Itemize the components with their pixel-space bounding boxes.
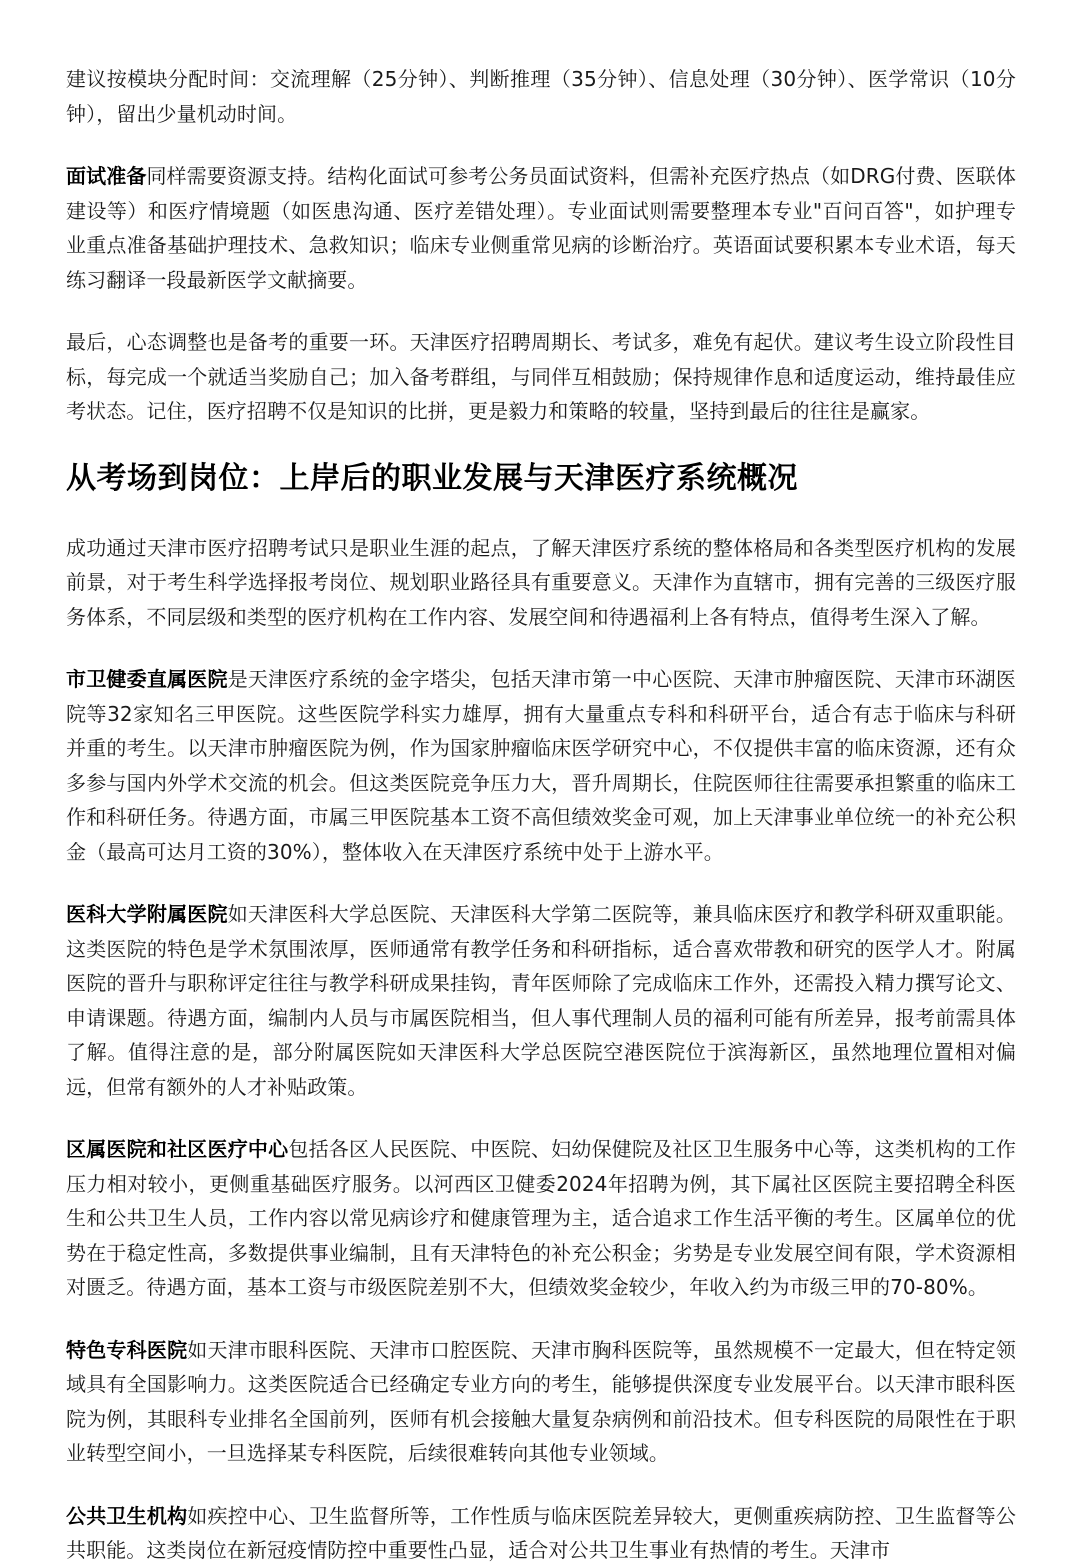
section-heading: 从考场到岗位：上岸后的职业发展与天津医疗系统概况 — [66, 460, 798, 496]
paragraph-mindset: 最后，心态调整也是备考的重要一环。天津医疗招聘周期长、考试多，难免有起伏。建议考生设立阶段性目标，每完成一个就适当奖励自己；加入备考群组，与同伴互相鼓励；保持规律作息和适度运动，维持最佳应考状态。记住，医疗招聘不仅是知识的比拼，更是毅力和策略的较量，坚持到最后的往往是赢家。 — [66, 330, 1016, 423]
paragraph-lead-municipal-hospitals: 市卫健委直属医院 — [66, 667, 228, 691]
paragraph-section-intro: 成功通过天津市医疗招聘考试只是职业生涯的起点，了解天津医疗系统的整体格局和各类型医疗机构的发展前景，对于考生科学选择报考岗位、规划职业路径具有重要意义。天津作为直辖市，拥有完善的三级医疗服务体系，不同层级和类型的医疗机构在工作内容、发展空间和待遇福利上各有特点，值得考生深入了解。 — [66, 535, 1016, 629]
paragraph-specialty-hospitals — [66, 1333, 1016, 1471]
paragraph-public-health — [66, 1499, 1016, 1568]
paragraph-district-hospitals — [66, 1132, 1016, 1305]
paragraph-lead-university-hospitals: 医科大学附属医院 — [66, 902, 228, 926]
paragraph-body-interview-prep: 同样需要资源支持。结构化面试可参考公务员面试资料，但需补充医疗热点（如DRG付费、医联体建设等）和医疗情境题（如医患沟通、医疗差错处理）。专业面试则需要整理本专业"百问百答"，如护理专业重点准备基础护理技术、急救知识；临床专业侧重常见病的诊断治疗。英语面试要积累本专业术语，每天练习翻译一段最新医学文献摘要。 — [66, 164, 1016, 292]
paragraph-lead-district-hospitals: 区属医院和社区医疗中心 — [66, 1137, 289, 1161]
paragraph-lead-specialty-hospitals: 特色专科医院 — [66, 1337, 188, 1362]
paragraph-body-municipal-hospitals: 是天津医疗系统的金字塔尖，包括天津市第一中心医院、天津市肿瘤医院、天津市环湖医院等32家知名三甲医院。这些医院学科实力雄厚，拥有大量重点专科和科研平台，适合有志于临床与科研并重的考生。以天津市肿瘤医院为例，作为国家肿瘤临床医学研究中心，不仅提供丰富的临床资源，还有众多参与国内外学术交流的机会。但这类医院竞争压力大，晋升周期长，住院医师往往需要承担繁重的临床工作和科研任务。待遇方面，市属三甲医院基本工资不高但绩效奖金可观，加上天津事业单位统一的补充公积金（最高可达月工资的30%），整体收入在天津医疗系统中处于上游水平。 — [66, 667, 1016, 864]
paragraph-lead-interview-prep: 面试准备 — [66, 164, 147, 188]
document-page — [66, 62, 1016, 1568]
paragraph-interview-prep — [66, 159, 1016, 297]
paragraph-time-allocation: 建议按模块分配时间：交流理解（25分钟）、判断推理（35分钟）、信息处理（30分钟）、医学常识（10分钟），留出少量机动时间。 — [66, 67, 1016, 126]
paragraph-municipal-hospitals — [66, 662, 1016, 869]
paragraph-lead-public-health: 公共卫生机构 — [66, 1503, 188, 1528]
paragraph-body-public-health: 如疾控中心、卫生监督所等，工作性质与临床医院差异较大，更侧重疾病防控、卫生监督等公共职能。这类岗位在新冠疫情防控中重要性凸显，适合对公共卫生事业有热情的考生。天津市 — [66, 1503, 1016, 1562]
paragraph-university-hospitals — [66, 897, 1016, 1104]
paragraph-body-university-hospitals: 如天津医科大学总医院、天津医科大学第二医院等，兼具临床医疗和教学科研双重职能。这类医院的特色是学术氛围浓厚，医师通常有教学任务和科研指标，适合喜欢带教和研究的医学人才。附属医院的晋升与职称评定往往与教学科研成果挂钩，青年医师除了完成临床工作外，还需投入精力撰写论文、申请课题。待遇方面，编制内人员与市属医院相当，但人事代理制人员的福利可能有所差异，报考前需具体了解。值得注意的是，部分附属医院如天津医科大学总医院空港医院位于滨海新区，虽然地理位置相对偏远，但常有额外的人才补贴政策。 — [66, 902, 1016, 1099]
paragraph-body-specialty-hospitals: 如天津市眼科医院、天津市口腔医院、天津市胸科医院等，虽然规模不一定最大，但在特定领域具有全国影响力。这类医院适合已经确定专业方向的考生，能够提供深度专业发展平台。以天津市眼科医院为例，其眼科专业排名全国前列，医师有机会接触大量复杂病例和前沿技术。但专科医院的局限性在于职业转型空间小，一旦选择某专科医院，后续很难转向其他专业领域。 — [66, 1337, 1016, 1465]
paragraph-body-district-hospitals: 包括各区人民医院、中医院、妇幼保健院及社区卫生服务中心等，这类机构的工作压力相对较小，更侧重基础医疗服务。以河西区卫健委2024年招聘为例，其下属社区医院主要招聘全科医生和公共卫生人员，工作内容以常见病诊疗和健康管理为主，适合追求工作生活平衡的考生。区属单位的优势在于稳定性高，多数提供事业编制，且有天津特色的补充公积金；劣势是专业发展空间有限，学术资源相对匮乏。待遇方面，基本工资与市级医院差别不大，但绩效奖金较少，年收入约为市级三甲的70-80%。 — [66, 1137, 1016, 1299]
